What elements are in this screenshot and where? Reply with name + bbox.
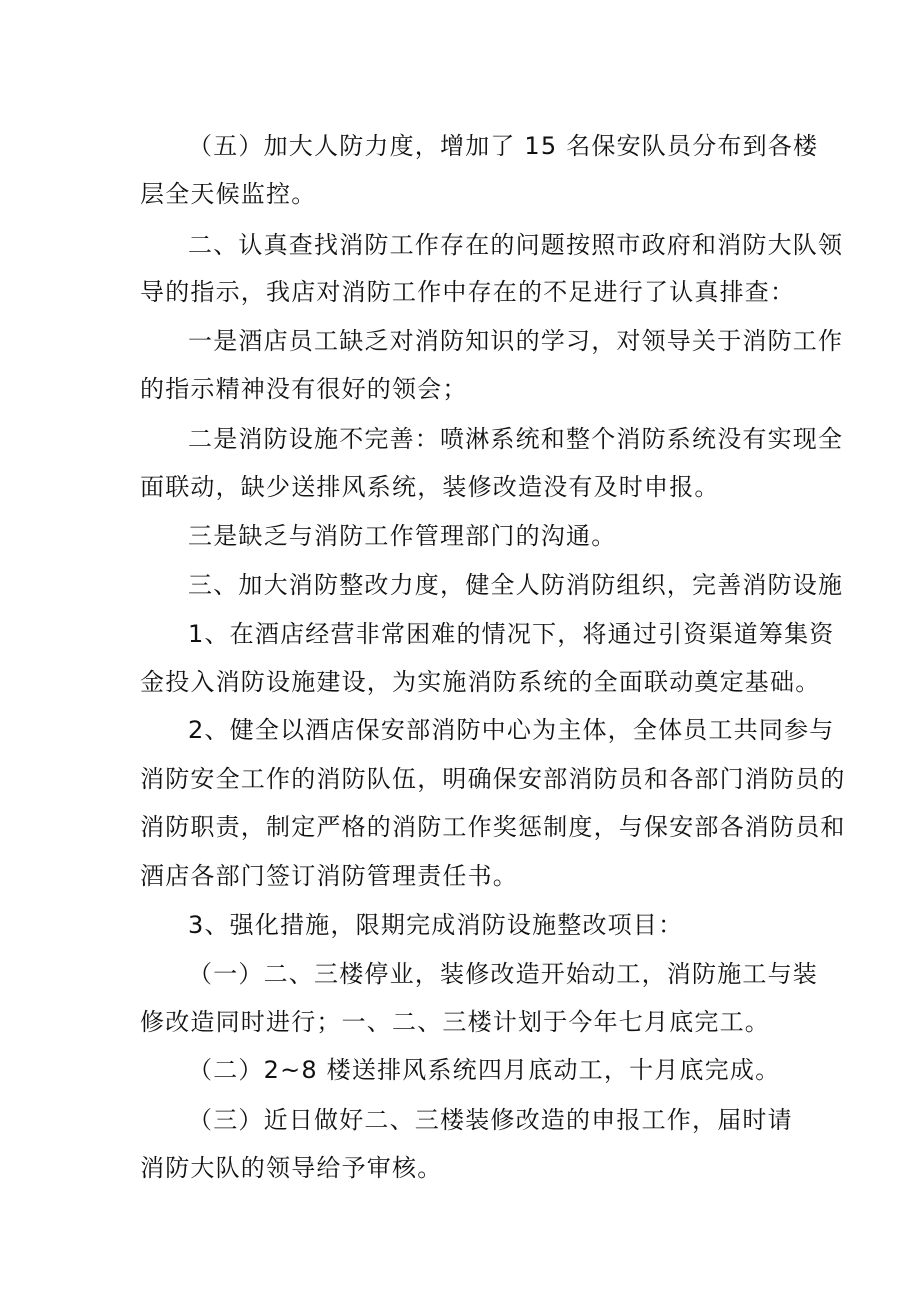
paragraph-line: （五）加大人防力度，增加了 15 名保安队员分布到各楼 — [188, 132, 819, 160]
paragraph-line: 消防大队的领导给予审核。 — [140, 1154, 443, 1182]
paragraph-line: 二、认真查找消防工作存在的问题按照市政府和消防大队领 — [188, 231, 844, 259]
paragraph-line: 3、强化措施，限期完成消防设施整改项目： — [188, 911, 684, 939]
paragraph-line: 修改造同时进行；一、二、三楼计划于今年七月底完工。 — [140, 1008, 770, 1036]
paragraph-line: 导的指示，我店对消防工作中存在的不足进行了认真排查： — [140, 278, 796, 306]
paragraph-line: （一）二、三楼停业，装修改造开始动工，消防施工与装 — [188, 960, 818, 988]
paragraph-line: 消防安全工作的消防队伍，明确保安部消防员和各部门消防员的 — [140, 765, 846, 793]
paragraph-line: 金投入消防设施建设，为实施消防系统的全面联动奠定基础。 — [140, 668, 821, 696]
paragraph-line: 一是酒店员工缺乏对消防知识的学习，对领导关于消防工作 — [188, 327, 844, 355]
paragraph-line: （二）2~8 楼送排风系统四月底动工，十月底完成。 — [188, 1056, 781, 1084]
paragraph-line: 1、在酒店经营非常困难的情况下，将通过引资渠道筹集资 — [188, 620, 835, 648]
paragraph-line: （三）近日做好二、三楼装修改造的申报工作，届时请 — [188, 1106, 793, 1134]
paragraph-line: 酒店各部门签订消防管理责任书。 — [140, 862, 518, 890]
paragraph-line: 三是缺乏与消防工作管理部门的沟通。 — [188, 522, 617, 550]
paragraph-line: 层全天候监控。 — [140, 180, 317, 208]
paragraph-line: 面联动，缺少送排风系统，装修改造没有及时申报。 — [140, 473, 720, 501]
paragraph-line: 三、加大消防整改力度，健全人防消防组织，完善消防设施 — [188, 571, 844, 599]
paragraph-line: 2、健全以酒店保安部消防中心为主体，全体员工共同参与 — [188, 716, 835, 744]
paragraph-line: 二是消防设施不完善：喷淋系统和整个消防系统没有实现全 — [188, 425, 844, 453]
paragraph-line: 的指示精神没有很好的领会； — [140, 375, 468, 403]
paragraph-line: 消防职责，制定严格的消防工作奖惩制度，与保安部各消防员和 — [140, 813, 846, 841]
